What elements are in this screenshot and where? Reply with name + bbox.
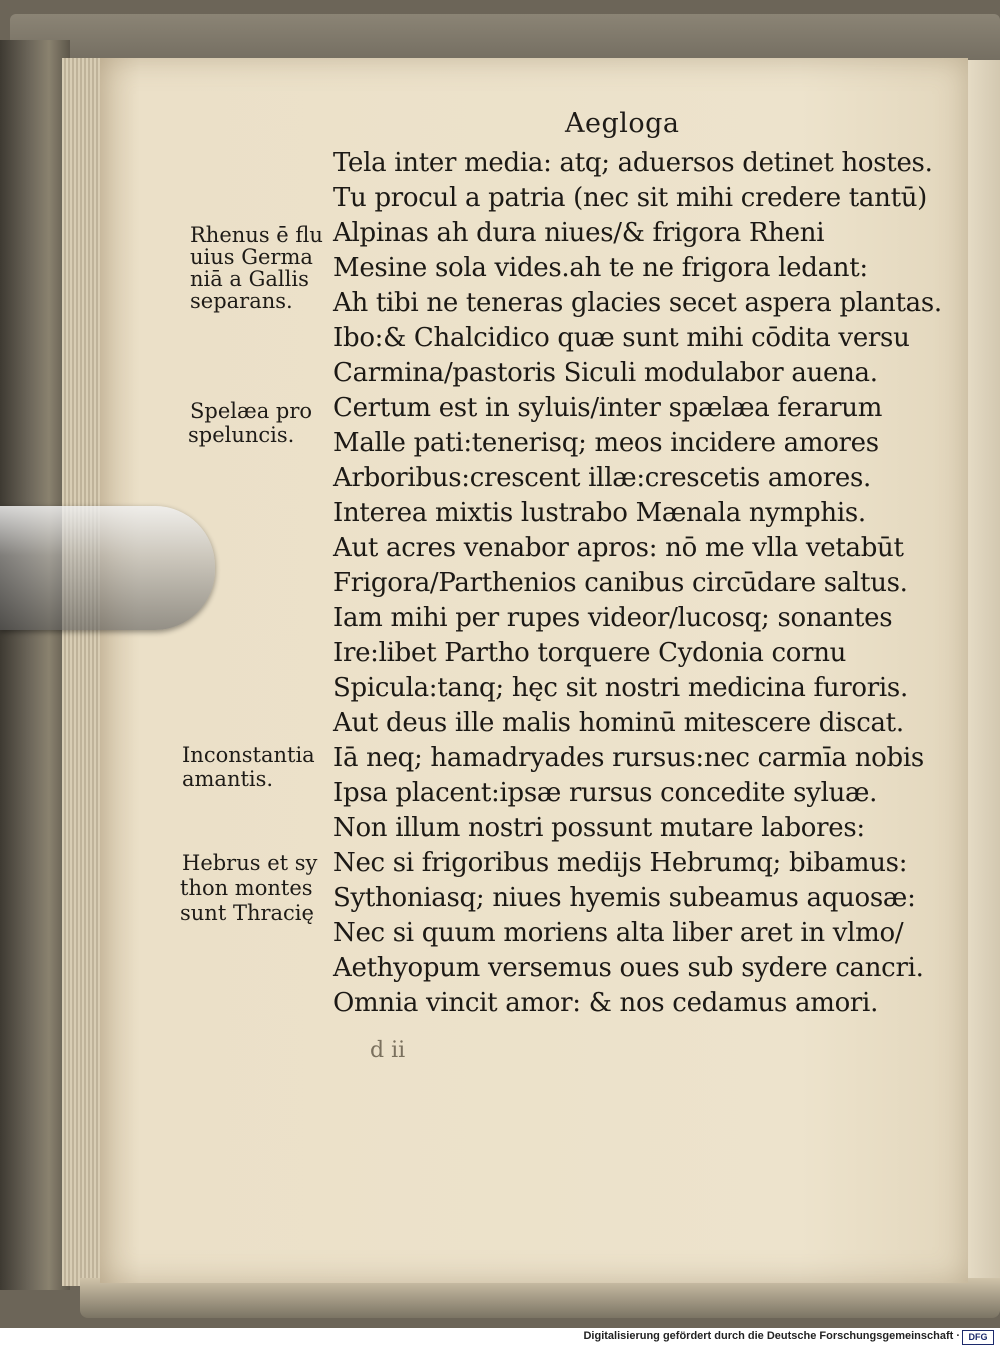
gloss-line: amantis. — [182, 767, 274, 791]
footer-bar — [0, 1328, 1000, 1347]
page-stack — [62, 58, 102, 1286]
verse-line: Aethyopum versemus oues sub sydere cancri. — [333, 953, 924, 983]
verse-line: Sythoniasq; niues hyemis subeamus aquosæ: — [333, 883, 916, 913]
verse-line: Tu procul a patria (nec sit mihi credere tantū) — [333, 183, 928, 213]
gloss-line: niā a Gallis — [190, 267, 309, 291]
verse-line: Ire:libet Partho torquere Cydonia cornu — [333, 638, 847, 668]
book-bottom-edge — [80, 1278, 1000, 1318]
running-head: Aegloga — [565, 108, 680, 139]
verse-line: Spicula:tanq; hęc sit nostri medicina furoris. — [333, 673, 908, 703]
verse-line: Interea mixtis lustrabo Mænala nymphis. — [333, 498, 866, 528]
verse-line: Nec si frigoribus medijs Hebrumq; bibamus: — [333, 848, 908, 878]
gloss-line: uius Germa — [190, 245, 313, 269]
gloss-line: separans. — [190, 289, 293, 313]
verse-line: Arboribus:crescent illæ:crescetis amores. — [333, 463, 871, 493]
dfg-logo: DFG — [962, 1330, 994, 1345]
verse-line: Ipsa placent:ipsæ rursus concedite syluæ. — [333, 778, 878, 808]
gloss-line: thon montes — [180, 876, 313, 900]
gloss-line: sunt Thracię — [180, 901, 314, 925]
facing-page-edge — [966, 60, 1000, 1300]
gloss-line: speluncis. — [188, 423, 295, 447]
book-spine — [0, 40, 70, 1290]
verse-line: Omnia vincit amor: & nos cedamus amori. — [333, 988, 879, 1018]
verse-line: Aut acres venabor apros: nō me vlla vetabūt — [333, 533, 904, 563]
verse-line: Iā neq; hamadryades rursus:nec carmīa nobis — [333, 743, 924, 773]
verse-line: Non illum nostri possunt mutare labores: — [333, 813, 865, 843]
verse-line: Iam mihi per rupes videor/lucosq; sonantes — [333, 603, 893, 633]
gloss-line: Spelæa pro — [190, 399, 313, 423]
verse-line: Mesine sola vides.ah te ne frigora ledant: — [333, 253, 868, 283]
verse-line: Malle pati:tenerisq; meos incidere amores — [333, 428, 879, 458]
verse-line: Carmina/pastoris Siculi modulabor auena. — [333, 358, 878, 388]
funding-credit: Digitalisierung gefördert durch die Deutsche Forschungsgemeinschaft · — [583, 1330, 960, 1342]
verse-line: Nec si quum moriens alta liber aret in vlmo/ — [333, 918, 904, 948]
verse-line: Tela inter media: atq; aduersos detinet hostes. — [333, 148, 933, 178]
verse-line: Ibo:& Chalcidico quæ sunt mihi cōdita versu — [333, 323, 910, 353]
verse-line: Aut deus ille malis hominū mitescere discat. — [333, 708, 904, 738]
signature-mark: d ii — [370, 1038, 406, 1063]
gloss-line: Hebrus et sy — [182, 851, 318, 875]
verse-line: Ah tibi ne teneras glacies secet aspera plantas. — [333, 288, 942, 318]
gloss-line: Rhenus ē flu — [190, 223, 323, 247]
gloss-line: Inconstantia — [182, 743, 315, 767]
glass-page-weight — [0, 506, 215, 630]
verse-line: Frigora/Parthenios canibus circūdare saltus. — [333, 568, 908, 598]
verse-line: Certum est in syluis/inter spælæa ferarum — [333, 393, 883, 423]
verse-line: Alpinas ah dura niues/& frigora Rheni — [333, 218, 825, 248]
